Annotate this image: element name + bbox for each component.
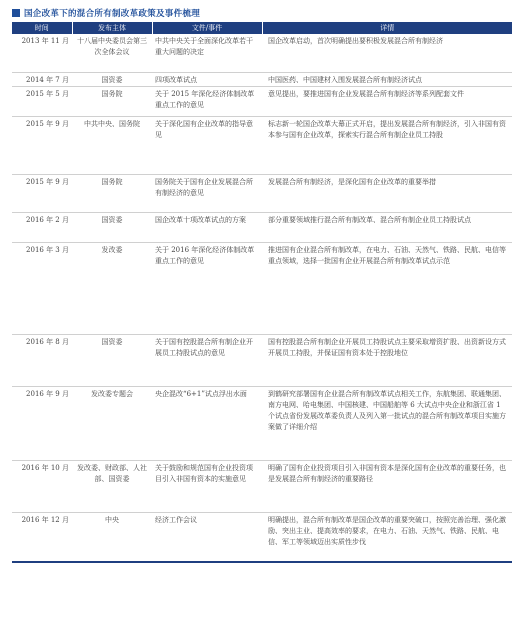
cell-issuer: 国务院 [72, 86, 152, 116]
table-row [12, 116, 512, 174]
cell-issuer: 国资委 [72, 334, 152, 386]
cell-date: 2016 年 9 月 [12, 386, 72, 460]
cell-issuer: 发改委 [72, 242, 152, 334]
cell-detail: 推进国有企业混合所有制改革，在电力、石油、天然气、铁路、民航、电信等重点领域，选择一批国有企业开展混合所有制改革试点示范 [262, 242, 512, 334]
cell-document: 经济工作会议 [152, 512, 262, 562]
table-row [12, 86, 512, 116]
cell-date: 2016 年 2 月 [12, 212, 72, 242]
table-row [12, 34, 512, 72]
table-row [12, 386, 512, 460]
cell-detail: 标志新一轮国企改革大幕正式开启，提出发展混合所有制经济，引入非国有资本参与国有企业改革，探索实行混合所有制企业员工持股 [262, 116, 512, 174]
cell-issuer: 中共中央、国务院 [72, 116, 152, 174]
cell-detail: 明确了国有企业投资项目引入非国有资本是深化国有企业改革的重要任务，也是发展混合所有制经济的重要路径 [262, 460, 512, 512]
cell-document: 央企混改“6+1”试点浮出水面 [152, 386, 262, 460]
policy-table [12, 22, 512, 563]
table-row [12, 212, 512, 242]
cell-date: 2016 年 10 月 [12, 460, 72, 512]
cell-document: 关于 2016 年深化经济体制改革重点工作的意见 [152, 242, 262, 334]
cell-detail: 意见提出，要推进国有企业发展混合所有制经济等系列配套文件 [262, 86, 512, 116]
header-detail: 详情 [262, 22, 512, 34]
cell-detail: 到鹤研究部署国有企业混合所有制改革试点相关工作，东航集团、联通集团、南方电网、哈电集团、中国核建、中国船舶等 6 大试点中央企业和浙江省 1 个试点省份发展改革委负责人及列入第一批试点的混合所有制改革项目实施方案做了详细介绍 [262, 386, 512, 460]
table-row [12, 174, 512, 212]
header-document: 文件/事件 [152, 22, 262, 34]
cell-detail: 中国医药、中国建材入围发展混合所有制经济试点 [262, 72, 512, 86]
table-row [12, 334, 512, 386]
cell-document: 关于深化国有企业改革的指导意见 [152, 116, 262, 174]
cell-issuer: 国资委 [72, 212, 152, 242]
header-date: 时间 [12, 22, 72, 34]
cell-issuer: 国资委 [72, 72, 152, 86]
cell-document: 国务院关于国有企业发展混合所有制经济的意见 [152, 174, 262, 212]
cell-detail: 国企改革启动，首次明确提出要积极发展混合所有制经济 [262, 34, 512, 72]
cell-document: 关于国有控股混合所有制企业开展员工持股试点的意见 [152, 334, 262, 386]
cell-document: 关于鼓励和规范国有企业投资项目引入非国有资本的实施意见 [152, 460, 262, 512]
header-issuer: 发布主体 [72, 22, 152, 34]
cell-detail: 明确提出，混合所有制改革是国企改革的重要突破口，按照完善治理、强化激励、突出主业、提高效率的要求，在电力、石油、天然气、铁路、民航、电信、军工等领域迈出实质性步伐 [262, 512, 512, 562]
title-row [12, 6, 200, 20]
cell-issuer: 国务院 [72, 174, 152, 212]
table-title: 国企改革下的混合所有制改革政策及事件梳理 [24, 9, 201, 19]
cell-issuer: 十八届中央委员会第三次全体会议 [72, 34, 152, 72]
cell-date: 2015 年 9 月 [12, 174, 72, 212]
cell-detail: 国有控股混合所有制企业开展员工持股试点主要采取增资扩股、出资新设方式开展员工持股，并保证国有资本处于控股地位 [262, 334, 512, 386]
cell-document: 中共中央关于全面深化改革若干重大问题的决定 [152, 34, 262, 72]
table-row [12, 460, 512, 512]
cell-date: 2016 年 12 月 [12, 512, 72, 562]
title-square-icon [12, 9, 20, 17]
table-row [12, 72, 512, 86]
cell-date: 2013 年 11 月 [12, 34, 72, 72]
cell-date: 2016 年 3 月 [12, 242, 72, 334]
cell-document: 四项改革试点 [152, 72, 262, 86]
table-header-row [12, 22, 512, 34]
cell-detail: 部分重要领域推行混合所有制改革、混合所有制企业员工持股试点 [262, 212, 512, 242]
cell-issuer: 发改委、财政部、人社部、国资委 [72, 460, 152, 512]
cell-date: 2014 年 7 月 [12, 72, 72, 86]
table-row [12, 242, 512, 334]
table-row [12, 512, 512, 562]
cell-issuer: 发改委专题会 [72, 386, 152, 460]
cell-detail: 发展混合所有制经济，是深化国有企业改革的重要举措 [262, 174, 512, 212]
cell-date: 2015 年 9 月 [12, 116, 72, 174]
cell-document: 国企改革十项改革试点的方案 [152, 212, 262, 242]
cell-issuer: 中央 [72, 512, 152, 562]
cell-document: 关于 2015 年深化经济体制改革重点工作的意见 [152, 86, 262, 116]
cell-date: 2016 年 8 月 [12, 334, 72, 386]
cell-date: 2015 年 5 月 [12, 86, 72, 116]
